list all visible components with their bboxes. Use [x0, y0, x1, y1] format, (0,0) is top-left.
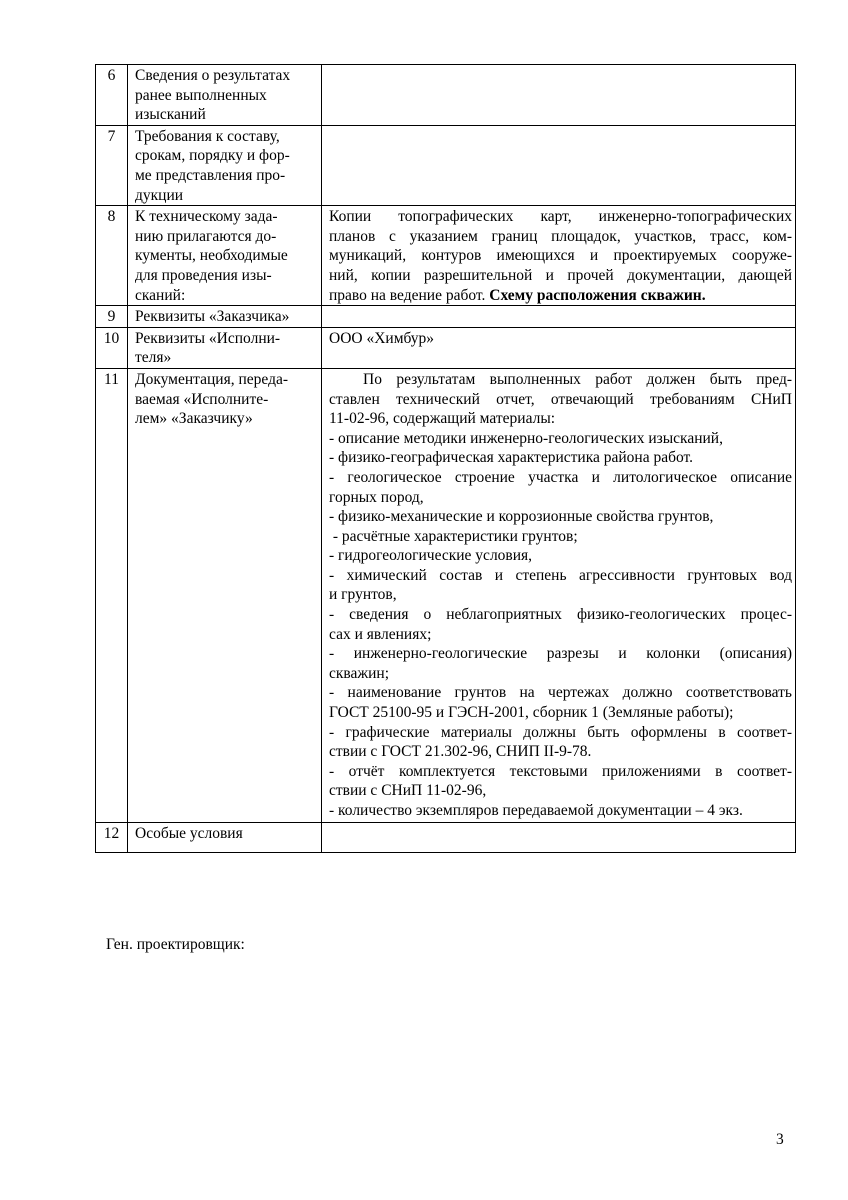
table-row: [96, 65, 796, 126]
list-item: - физико-механические и коррозионные свойства грунтов,: [329, 508, 714, 526]
list-item: - сведения о неблагоприятных физико-геологических процес-: [329, 606, 792, 624]
row-number: 9: [96, 306, 128, 328]
row-content: [322, 306, 796, 328]
list-item: - гидрогеологические условия,: [329, 547, 533, 565]
row-number: 8: [96, 206, 128, 306]
table-row: [96, 125, 796, 205]
list-item: - инженерно-геологические разрезы и колонки (описания): [329, 645, 792, 663]
executor-name: ООО «Химбур»: [329, 329, 435, 347]
list-item: - расчётные характеристики грунтов;: [329, 527, 578, 545]
list-item: - описание методики инженерно-геологических изысканий,: [329, 429, 723, 447]
row-number: 6: [96, 65, 128, 126]
general-designer-label: Ген. проектировщик:: [106, 936, 245, 953]
list-item: - физико-географическая характеристика района работ.: [329, 449, 694, 467]
table-row: [96, 206, 796, 306]
row-content: [322, 822, 796, 852]
requirements-table: [95, 64, 796, 853]
row-label: Сведения о результатах ранее выполненных изысканий: [128, 65, 322, 126]
row-number: 7: [96, 125, 128, 205]
row-content: [322, 125, 796, 205]
page-number: 3: [776, 1131, 784, 1148]
table-row: [96, 822, 796, 852]
well-layout-scheme-text: Схему расположения скважин.: [489, 286, 706, 304]
list-item: - химический состав и степень агрессивности грунтовых вод: [329, 566, 792, 584]
row-number: 12: [96, 822, 128, 852]
list-item: - отчёт комплектуется текстовыми приложениями в соответ-: [329, 762, 792, 780]
row-number: 10: [96, 327, 128, 368]
row-number: 11: [96, 368, 128, 822]
row-label: Особые условия: [128, 822, 322, 852]
table-row: [96, 327, 796, 368]
table-row: [96, 368, 796, 822]
row-label: Документация, переда- ваемая «Исполните- лем» «Заказчику»: [128, 368, 322, 822]
list-item: - геологическое строение участка и литологическое описание: [329, 468, 792, 486]
row-label: Реквизиты «Заказчика»: [128, 306, 322, 328]
list-item: - графические материалы должны быть оформлены в соответ-: [329, 723, 792, 741]
row-content: По результатам выполненных работ должен быть пред- ставлен технический отчет, отвечающий требованиям СНиП 11-02-96, содержащий материалы: - описание методики инженерно-геологических изысканий, - физико-географическая характеристика района работ. - геологическое строение участка и литологическое описание горных пород, - физико-механические и коррозионные свойства грунтов, - расчётные характеристики грунтов; - гидрогеологические условия, - химический состав и степень агрессивности грунтовых вод и грунтов, - сведения о неблагоприятных физико-геологических процес- сах и явлениях; - инженерно-геологические разрезы и колонки (описания) скважин; - наименование грунтов на чертежах должно соответствовать ГОСТ 25100-95 и ГЭСН-2001, сборник 1 (Земляные работы); - графические материалы должны быть оформлены в соответ- ствии с ГОСТ 21.302-96, СНИП II-9-78. - отчёт комплектуется текстовыми приложениями в соответ- ствии с СНиП 11-02-96, - количество экземпляров передаваемой документации – 4 экз.: [322, 368, 796, 822]
row-content: [322, 65, 796, 126]
list-item: - наименование грунтов на чертежах должно соответствовать: [329, 684, 792, 702]
row-label: Требования к составу, срокам, порядку и фор- ме представления про- дукции: [128, 125, 322, 205]
row-content: [322, 327, 796, 368]
list-item: - количество экземпляров передаваемой документации – 4 экз.: [329, 802, 743, 819]
table-row: [96, 306, 796, 328]
attachments-last-line: право на ведение работ. Схему расположения скважин.: [329, 286, 706, 304]
row-label: К техническому зада- нию прилагаются до- кументы, необходимые для проведения изы- сканий:: [128, 206, 322, 306]
row-label: Реквизиты «Исполни- теля»: [128, 327, 322, 368]
row-content: Копии топографических карт, инженерно-топографических планов с указанием границ площадок, участков, трасс, ком- муникаций, контуров имеющихся и проектируемых сооруже- ний, копии разрешительной и прочей документации, дающей право на ведение работ. Схему расположения скважин.: [322, 206, 796, 306]
